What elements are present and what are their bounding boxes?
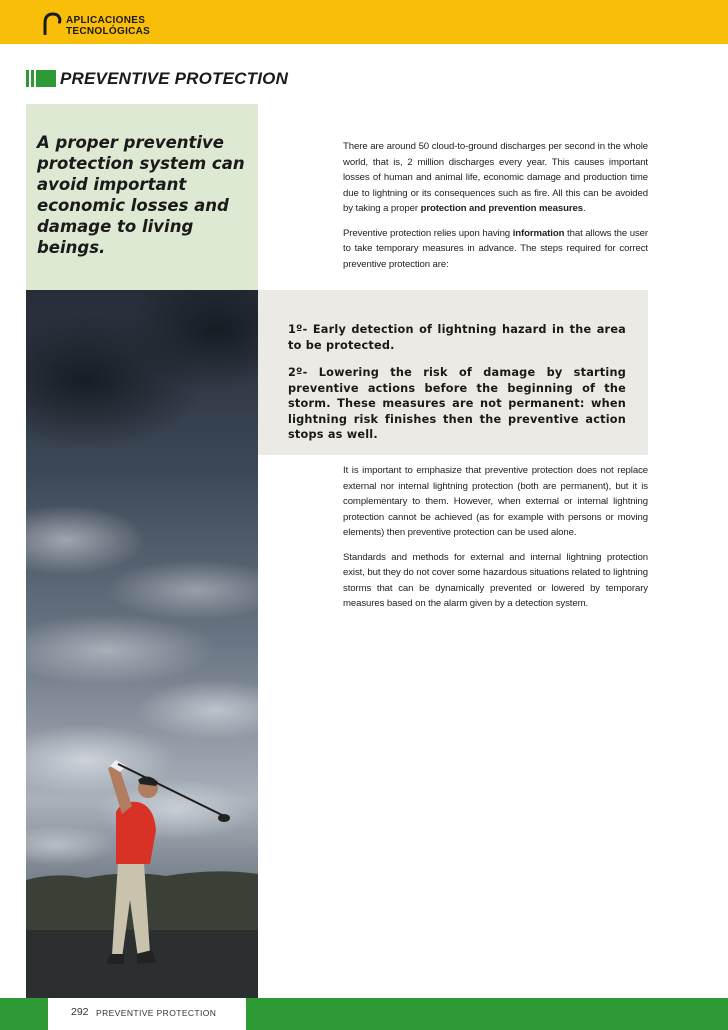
page-title: PREVENTIVE PROTECTION: [60, 69, 289, 88]
photo-illustration: [26, 290, 258, 998]
paragraph-complementary: It is important to emphasize that preventive protection does not replace external nor internal lightning protection (both are permanent), but it is complementary to them. However, when external or internal lightning protection cannot be achieved (as for example with persons or moving elements) then preventive protection can be used alone.: [343, 465, 648, 538]
emphasis-protection: protection and prevention measures: [420, 203, 583, 214]
logo-arch-icon: [42, 11, 62, 35]
steps-list: [288, 322, 626, 455]
emphasis-information: information: [512, 227, 565, 239]
logo-text-line1: APLICACIONES: [66, 15, 146, 26]
step-1: 1º- Early detection of lightning hazard in the area to be protected.: [288, 323, 626, 352]
logo-text-line2: TECNOLÓGICAS: [66, 26, 151, 37]
header-bar: [0, 0, 728, 44]
intro-text: A proper preventive protection system can avoid important economic losses and damage to living beings.: [37, 133, 245, 257]
page-number: 292: [71, 1006, 89, 1018]
body-text-top: [343, 139, 648, 281]
section-title-row: [26, 69, 426, 89]
golfer-storm-photo: [26, 290, 258, 998]
paragraph-information: Preventive protection relies upon having information that allows the user to take temporary measures in advance. The steps required for correct preventive protection are:: [343, 227, 648, 270]
step-2: 2º- Lowering the risk of damage by starting preventive actions before the beginning of the storm. These measures are not permanent: when lightning risk finishes then the preventive action stops as well.: [288, 366, 626, 441]
intro-callout: [26, 104, 258, 290]
body-text-bottom: [343, 463, 648, 621]
steps-callout: [258, 290, 648, 455]
title-bars-icon: [26, 70, 56, 87]
paragraph-discharges: There are around 50 cloud-to-ground discharges per second in the whole world, that is, 2 million discharges every year. This causes important losses of human and animal life, economic damage and production time due to lightning or its consequences such as fire. All this can be avoided by taking a proper protection and prevention measures.: [343, 141, 648, 214]
paragraph-standards: Standards and methods for external and internal lightning protection exist, but they do not cover some hazardous situations related to lightning storms that can be dynamically prevented or lowered by temporary measures based on the alarm given by a detection system.: [343, 551, 649, 609]
company-logo: [42, 11, 152, 37]
footer-section-label: PREVENTIVE PROTECTION: [96, 1008, 217, 1018]
